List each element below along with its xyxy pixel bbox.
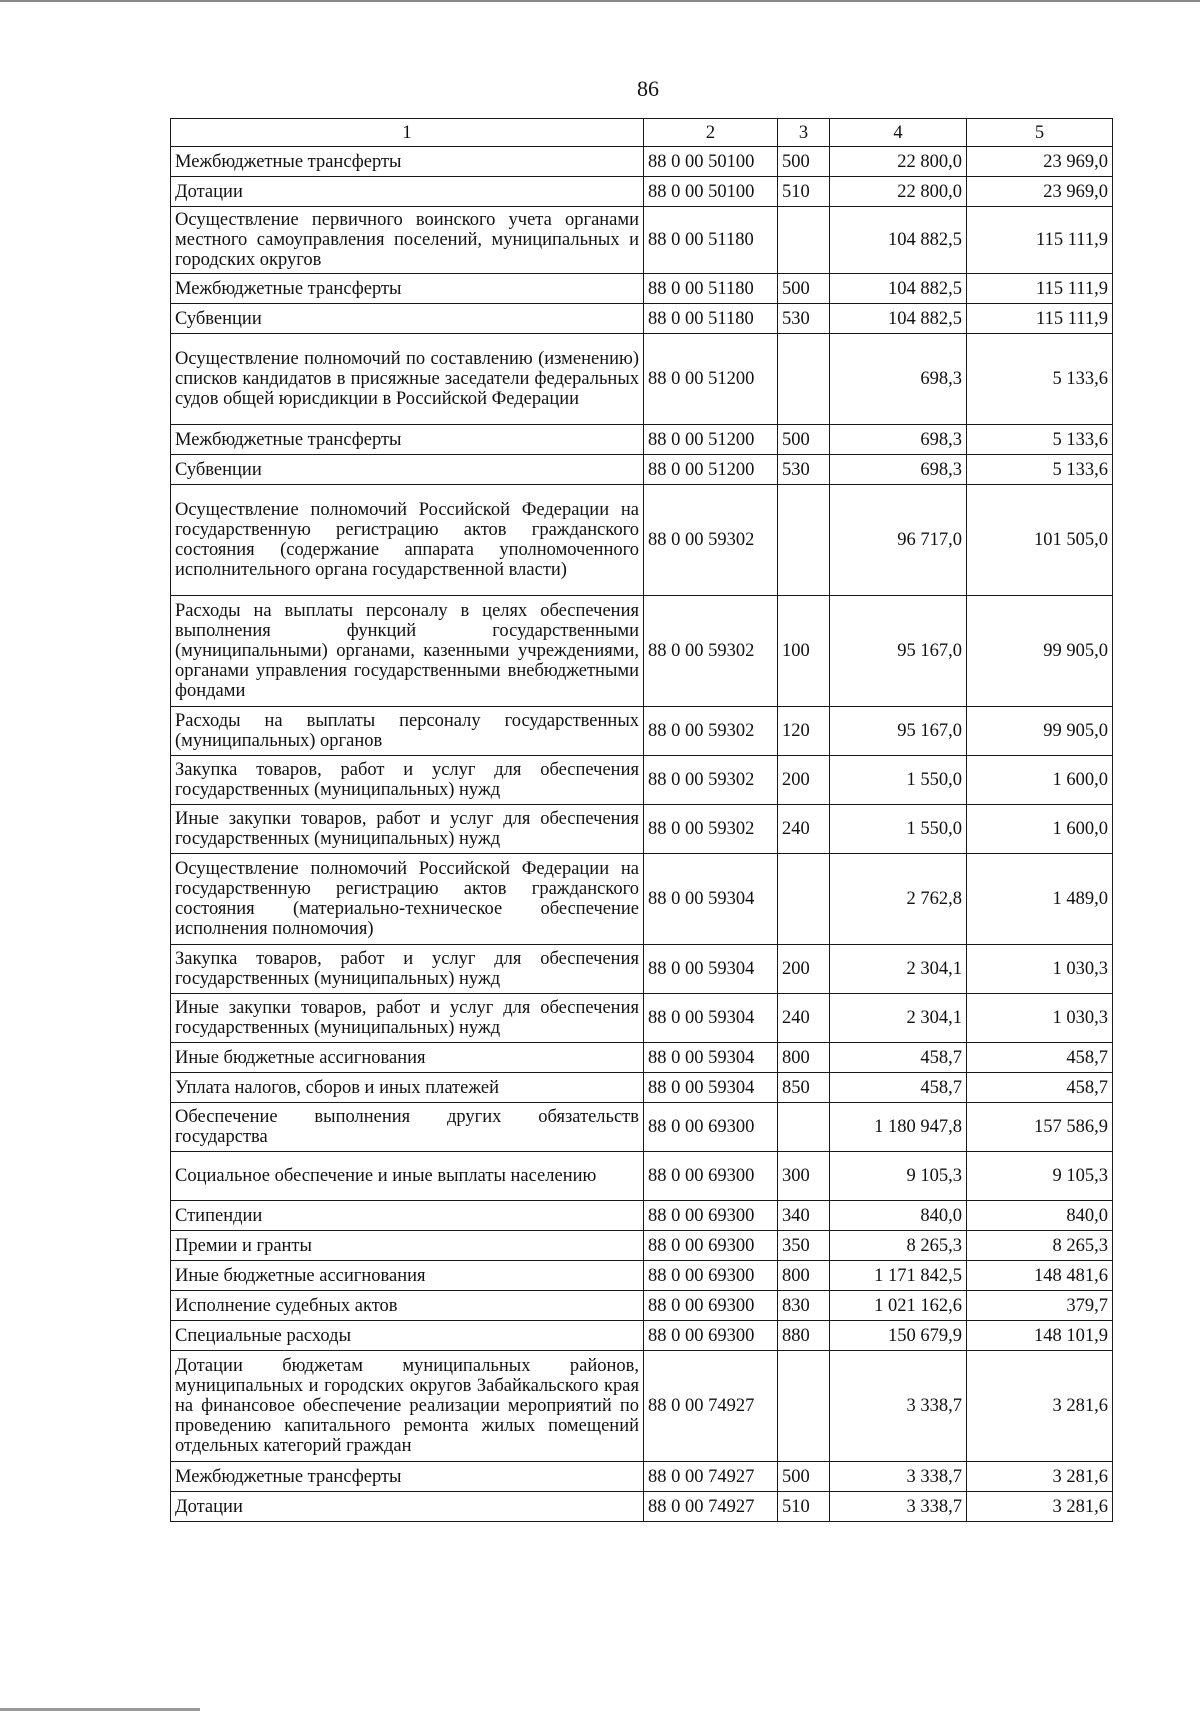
table-row (171, 756, 1113, 805)
row-code-cell: 88 0 00 69300 (644, 1152, 778, 1201)
table-row (171, 854, 1113, 945)
table-row (171, 945, 1113, 994)
row-value-col5-cell: 1 489,0 (967, 854, 1113, 945)
row-code-cell: 88 0 00 74927 (644, 1492, 778, 1522)
row-code-cell: 88 0 00 59302 (644, 596, 778, 707)
row-code-cell: 88 0 00 69300 (644, 1103, 778, 1152)
row-name-cell: Иные бюджетные ассигнования (171, 1261, 644, 1291)
row-type-cell: 240 (778, 994, 830, 1043)
table-row (171, 274, 1113, 304)
scan-edge-bottom (0, 1708, 200, 1711)
row-type-cell: 510 (778, 1492, 830, 1522)
row-type-cell: 120 (778, 707, 830, 756)
table-row (171, 1462, 1113, 1492)
row-name-cell: Осуществление первичного воинского учета органами местного самоуправления поселений, муниципальных и городских округов (171, 207, 644, 274)
table-row (171, 1152, 1113, 1201)
table-row (171, 805, 1113, 854)
row-type-cell: 530 (778, 304, 830, 334)
row-type-cell (778, 1103, 830, 1152)
row-value-col4-cell: 458,7 (830, 1073, 967, 1103)
budget-table (170, 118, 1113, 1522)
row-value-col4-cell: 2 304,1 (830, 994, 967, 1043)
row-value-col5-cell: 157 586,9 (967, 1103, 1113, 1152)
row-value-col5-cell: 5 133,6 (967, 455, 1113, 485)
row-value-col5-cell: 115 111,9 (967, 274, 1113, 304)
row-code-cell: 88 0 00 69300 (644, 1231, 778, 1261)
header-col-2: 2 (644, 119, 778, 147)
row-code-cell: 88 0 00 74927 (644, 1462, 778, 1492)
row-code-cell: 88 0 00 59304 (644, 945, 778, 994)
row-value-col5-cell: 1 600,0 (967, 756, 1113, 805)
row-name-cell: Социальное обеспечение и иные выплаты населению (171, 1152, 644, 1201)
row-type-cell: 500 (778, 147, 830, 177)
row-value-col4-cell: 458,7 (830, 1043, 967, 1073)
table-row (171, 207, 1113, 274)
table-row (171, 147, 1113, 177)
row-name-cell: Дотации бюджетам муниципальных районов, муниципальных и городских округов Забайкальского края на финансовое обеспечение реализации мероприятий по проведению капитального ремонта жилых помещений отдельных категорий граждан (171, 1351, 644, 1462)
row-value-col5-cell: 3 281,6 (967, 1492, 1113, 1522)
row-value-col5-cell: 3 281,6 (967, 1462, 1113, 1492)
row-value-col5-cell: 458,7 (967, 1073, 1113, 1103)
row-name-cell: Субвенции (171, 304, 644, 334)
row-value-col5-cell: 1 600,0 (967, 805, 1113, 854)
row-name-cell: Премии и гранты (171, 1231, 644, 1261)
row-name-cell: Обеспечение выполнения других обязательств государства (171, 1103, 644, 1152)
row-value-col4-cell: 150 679,9 (830, 1321, 967, 1351)
table-row (171, 1351, 1113, 1462)
row-name-cell: Дотации (171, 1492, 644, 1522)
row-name-cell: Расходы на выплаты персоналу в целях обеспечения выполнения функций государственными (муниципальными) органами, казенными учреждениями, органами управления государственными внебюджетными фондами (171, 596, 644, 707)
row-value-col4-cell: 3 338,7 (830, 1462, 967, 1492)
row-value-col4-cell: 698,3 (830, 455, 967, 485)
row-type-cell: 100 (778, 596, 830, 707)
row-value-col5-cell: 8 265,3 (967, 1231, 1113, 1261)
row-name-cell: Осуществление полномочий Российской Федерации на государственную регистрацию актов гражданского состояния (содержание аппарата уполномоченного исполнительного органа государственной власти) (171, 485, 644, 596)
row-name-cell: Исполнение судебных актов (171, 1291, 644, 1321)
row-value-col5-cell: 1 030,3 (967, 945, 1113, 994)
row-value-col4-cell: 1 550,0 (830, 756, 967, 805)
row-type-cell: 500 (778, 1462, 830, 1492)
table-row (171, 304, 1113, 334)
row-type-cell: 240 (778, 805, 830, 854)
row-type-cell (778, 854, 830, 945)
table-row (171, 707, 1113, 756)
row-code-cell: 88 0 00 69300 (644, 1321, 778, 1351)
row-code-cell: 88 0 00 74927 (644, 1351, 778, 1462)
row-value-col4-cell: 698,3 (830, 334, 967, 425)
table-row (171, 177, 1113, 207)
table-row (171, 1321, 1113, 1351)
table-row (171, 1492, 1113, 1522)
row-value-col4-cell: 95 167,0 (830, 596, 967, 707)
table-row (171, 1261, 1113, 1291)
table-row (171, 1043, 1113, 1073)
row-code-cell: 88 0 00 59302 (644, 756, 778, 805)
table-row (171, 1231, 1113, 1261)
row-value-col5-cell: 3 281,6 (967, 1351, 1113, 1462)
row-value-col4-cell: 22 800,0 (830, 177, 967, 207)
row-type-cell: 500 (778, 274, 830, 304)
row-code-cell: 88 0 00 51200 (644, 455, 778, 485)
row-value-col4-cell: 104 882,5 (830, 207, 967, 274)
row-type-cell: 800 (778, 1043, 830, 1073)
row-type-cell: 500 (778, 425, 830, 455)
row-type-cell (778, 485, 830, 596)
row-value-col4-cell: 95 167,0 (830, 707, 967, 756)
row-value-col4-cell: 8 265,3 (830, 1231, 967, 1261)
row-value-col4-cell: 96 717,0 (830, 485, 967, 596)
row-type-cell: 200 (778, 945, 830, 994)
row-name-cell: Межбюджетные трансферты (171, 147, 644, 177)
table-row (171, 425, 1113, 455)
row-type-cell: 530 (778, 455, 830, 485)
row-value-col5-cell: 115 111,9 (967, 304, 1113, 334)
row-value-col5-cell: 9 105,3 (967, 1152, 1113, 1201)
scan-edge-top (0, 0, 1200, 2)
row-code-cell: 88 0 00 59304 (644, 854, 778, 945)
row-name-cell: Межбюджетные трансферты (171, 1462, 644, 1492)
row-type-cell (778, 334, 830, 425)
table-header-row (171, 119, 1113, 147)
header-col-5: 5 (967, 119, 1113, 147)
row-name-cell: Специальные расходы (171, 1321, 644, 1351)
row-value-col4-cell: 840,0 (830, 1201, 967, 1231)
row-value-col4-cell: 9 105,3 (830, 1152, 967, 1201)
row-value-col4-cell: 698,3 (830, 425, 967, 455)
row-name-cell: Осуществление полномочий по составлению (изменению) списков кандидатов в присяжные заседатели федеральных судов общей юрисдикции в Российской Федерации (171, 334, 644, 425)
row-value-col4-cell: 3 338,7 (830, 1492, 967, 1522)
row-value-col4-cell: 104 882,5 (830, 274, 967, 304)
row-value-col4-cell: 1 180 947,8 (830, 1103, 967, 1152)
row-name-cell: Иные бюджетные ассигнования (171, 1043, 644, 1073)
row-value-col4-cell: 3 338,7 (830, 1351, 967, 1462)
row-code-cell: 88 0 00 69300 (644, 1291, 778, 1321)
header-col-3: 3 (778, 119, 830, 147)
row-code-cell: 88 0 00 51180 (644, 207, 778, 274)
row-code-cell: 88 0 00 59304 (644, 1043, 778, 1073)
row-name-cell: Иные закупки товаров, работ и услуг для обеспечения государственных (муниципальных) нужд (171, 994, 644, 1043)
row-value-col4-cell: 104 882,5 (830, 304, 967, 334)
row-name-cell: Расходы на выплаты персоналу государственных (муниципальных) органов (171, 707, 644, 756)
row-value-col5-cell: 379,7 (967, 1291, 1113, 1321)
row-name-cell: Иные закупки товаров, работ и услуг для обеспечения государственных (муниципальных) нужд (171, 805, 644, 854)
table-row (171, 485, 1113, 596)
row-code-cell: 88 0 00 59302 (644, 805, 778, 854)
row-code-cell: 88 0 00 69300 (644, 1261, 778, 1291)
row-name-cell: Стипендии (171, 1201, 644, 1231)
row-type-cell: 300 (778, 1152, 830, 1201)
header-col-4: 4 (830, 119, 967, 147)
row-value-col4-cell: 2 304,1 (830, 945, 967, 994)
row-name-cell: Закупка товаров, работ и услуг для обеспечения государственных (муниципальных) нужд (171, 756, 644, 805)
row-value-col5-cell: 840,0 (967, 1201, 1113, 1231)
row-type-cell: 350 (778, 1231, 830, 1261)
table-row (171, 994, 1113, 1043)
table-row (171, 1103, 1113, 1152)
row-value-col4-cell: 1 550,0 (830, 805, 967, 854)
page-number: 86 (637, 76, 659, 101)
header-col-1: 1 (171, 119, 644, 147)
row-code-cell: 88 0 00 51180 (644, 304, 778, 334)
row-code-cell: 88 0 00 51180 (644, 274, 778, 304)
row-type-cell (778, 207, 830, 274)
row-value-col5-cell: 5 133,6 (967, 334, 1113, 425)
row-value-col5-cell: 23 969,0 (967, 177, 1113, 207)
row-value-col4-cell: 1 021 162,6 (830, 1291, 967, 1321)
row-value-col5-cell: 458,7 (967, 1043, 1113, 1073)
row-value-col5-cell: 5 133,6 (967, 425, 1113, 455)
row-name-cell: Межбюджетные трансферты (171, 274, 644, 304)
row-code-cell: 88 0 00 50100 (644, 177, 778, 207)
row-code-cell: 88 0 00 50100 (644, 147, 778, 177)
row-value-col5-cell: 101 505,0 (967, 485, 1113, 596)
row-code-cell: 88 0 00 69300 (644, 1201, 778, 1231)
row-name-cell: Уплата налогов, сборов и иных платежей (171, 1073, 644, 1103)
row-type-cell: 880 (778, 1321, 830, 1351)
row-name-cell: Закупка товаров, работ и услуг для обеспечения государственных (муниципальных) нужд (171, 945, 644, 994)
row-value-col5-cell: 1 030,3 (967, 994, 1113, 1043)
row-value-col5-cell: 148 101,9 (967, 1321, 1113, 1351)
row-value-col5-cell: 99 905,0 (967, 596, 1113, 707)
row-value-col5-cell: 23 969,0 (967, 147, 1113, 177)
row-type-cell: 850 (778, 1073, 830, 1103)
row-code-cell: 88 0 00 59302 (644, 485, 778, 596)
row-type-cell: 830 (778, 1291, 830, 1321)
row-code-cell: 88 0 00 59304 (644, 1073, 778, 1103)
row-name-cell: Межбюджетные трансферты (171, 425, 644, 455)
row-value-col5-cell: 115 111,9 (967, 207, 1113, 274)
row-name-cell: Дотации (171, 177, 644, 207)
table-row (171, 1291, 1113, 1321)
row-value-col4-cell: 2 762,8 (830, 854, 967, 945)
row-type-cell: 200 (778, 756, 830, 805)
row-type-cell: 800 (778, 1261, 830, 1291)
row-name-cell: Осуществление полномочий Российской Федерации на государственную регистрацию актов гражданского состояния (материально-техническое обеспечение исполнения полномочия) (171, 854, 644, 945)
row-name-cell: Субвенции (171, 455, 644, 485)
table-row (171, 455, 1113, 485)
row-value-col5-cell: 99 905,0 (967, 707, 1113, 756)
row-value-col4-cell: 1 171 842,5 (830, 1261, 967, 1291)
row-type-cell: 510 (778, 177, 830, 207)
row-type-cell: 340 (778, 1201, 830, 1231)
table-row (171, 596, 1113, 707)
row-code-cell: 88 0 00 59302 (644, 707, 778, 756)
row-code-cell: 88 0 00 51200 (644, 425, 778, 455)
table-row (171, 334, 1113, 425)
row-value-col4-cell: 22 800,0 (830, 147, 967, 177)
row-value-col5-cell: 148 481,6 (967, 1261, 1113, 1291)
row-code-cell: 88 0 00 51200 (644, 334, 778, 425)
row-code-cell: 88 0 00 59304 (644, 994, 778, 1043)
row-type-cell (778, 1351, 830, 1462)
table-row (171, 1201, 1113, 1231)
table-row (171, 1073, 1113, 1103)
